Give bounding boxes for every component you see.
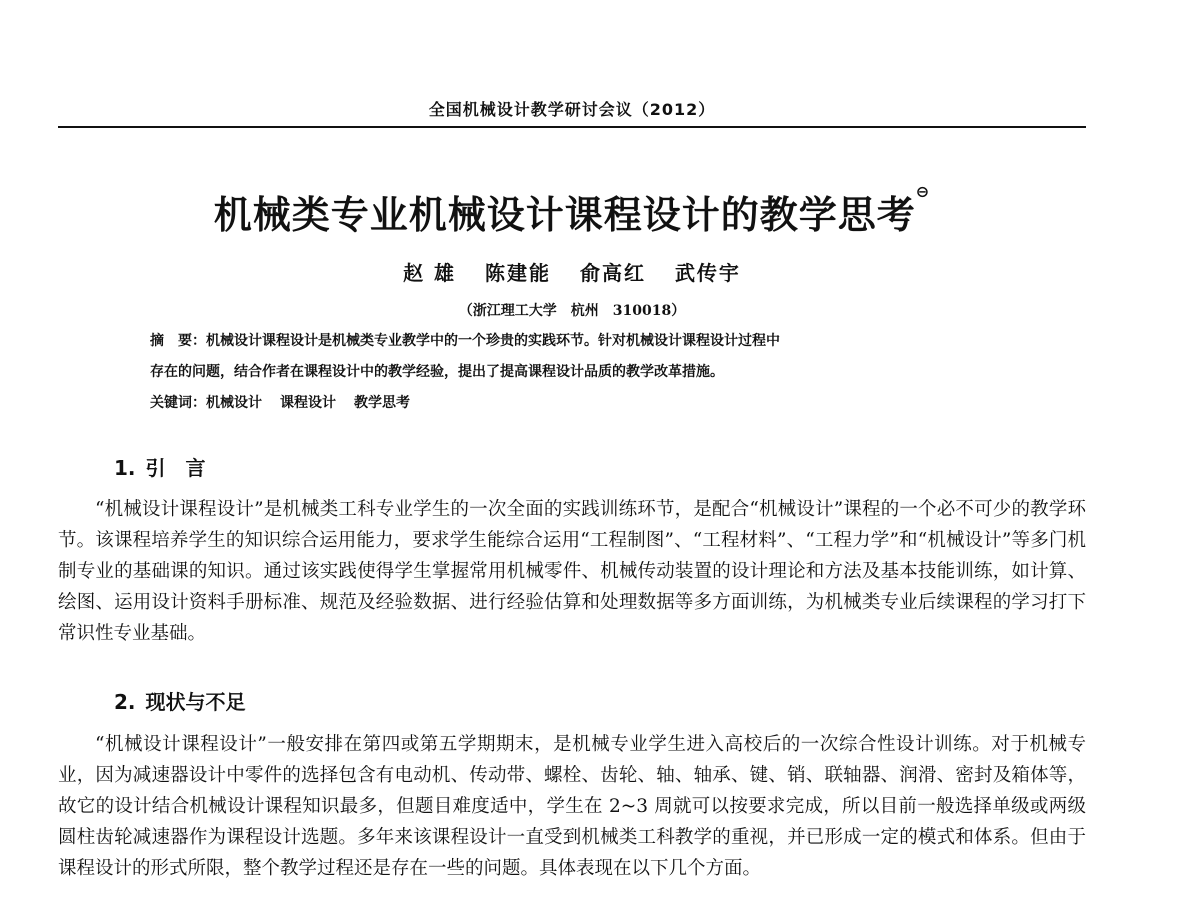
section-number: 2.: [114, 690, 136, 714]
footnote-mark: ⊖: [915, 182, 931, 201]
abstract-label: 摘 要：: [150, 333, 206, 349]
abstract-line-1: [150, 326, 1050, 357]
section-2-paragraph: “机械设计课程设计”一般安排在第四或第五学期期末，是机械专业学生进入高校后的一次综合性设计训练。对于机械专业，因为减速器设计中零件的选择包含有电动机、传动带、螺栓、齿轮、轴、轴承、键、销、联轴器、润滑、密封及箱体等，故它的设计结合机械设计课程知识最多，但题目难度适中，学生在 2~3 周就可以按要求完成，所以目前一般选择单级或两级圆柱齿轮减速器作为课程设计选题。多年来该课程设计一直受到机械类工科教学的重视，并已形成一定的模式和体系。但由于课程设计的形式所限，整个教学过程还是存在一些的问题。具体表现在以下几个方面。: [58, 734, 1086, 879]
abstract-block: [150, 326, 1050, 419]
keyword: 教学思考: [354, 395, 410, 411]
running-header: 全国机械设计教学研讨会议（2012）: [428, 100, 716, 119]
paper-title: [58, 184, 1086, 239]
author-name: 陈建能: [485, 261, 551, 285]
abstract-text: 机械设计课程设计是机械类专业教学中的一个珍贵的实践环节。针对机械设计课程设计过程中: [206, 333, 780, 349]
author-list: [58, 257, 1086, 286]
author-name: 武传宇: [674, 261, 741, 285]
section-heading-1: [114, 452, 206, 481]
affiliation: （浙江理工大学 杭州 310018）: [458, 303, 686, 319]
author-name: 赵 雄: [403, 261, 457, 285]
header-rule: [58, 126, 1086, 128]
keyword: 课程设计: [280, 395, 336, 411]
section-title: 引 言: [145, 456, 206, 480]
section-title: 现状与不足: [145, 690, 246, 714]
section-1-paragraph: “机械设计课程设计”是机械类工科专业学生的一次全面的实践训练环节，是配合“机械设计”课程的一个必不可少的教学环节。该课程培养学生的知识综合运用能力，要求学生能综合运用“工程制图”、“工程材料”、“工程力学”和“机械设计”等多门机制专业的基础课的知识。通过该实践使得学生掌握常用机械零件、机械传动装置的设计理论和方法及基本技能训练，如计算、绘图、运用设计资料手册标准、规范及经验数据、进行经验估算和处理数据等多方面训练，为机械类专业后续课程的学习打下常识性专业基础。: [58, 499, 1086, 644]
paper-title-text: 机械类专业机械设计课程设计的教学思考: [213, 193, 916, 237]
abstract-line-2: 存在的问题，结合作者在课程设计中的教学经验，提出了提高课程设计品质的教学改革措施。: [150, 364, 724, 380]
keywords-line: [150, 388, 1050, 419]
section-number: 1.: [114, 456, 136, 480]
keywords-label: 关键词：: [150, 395, 206, 411]
section-heading-2: [114, 686, 246, 715]
author-name: 俞高红: [579, 261, 646, 285]
keyword: 机械设计: [206, 395, 262, 411]
